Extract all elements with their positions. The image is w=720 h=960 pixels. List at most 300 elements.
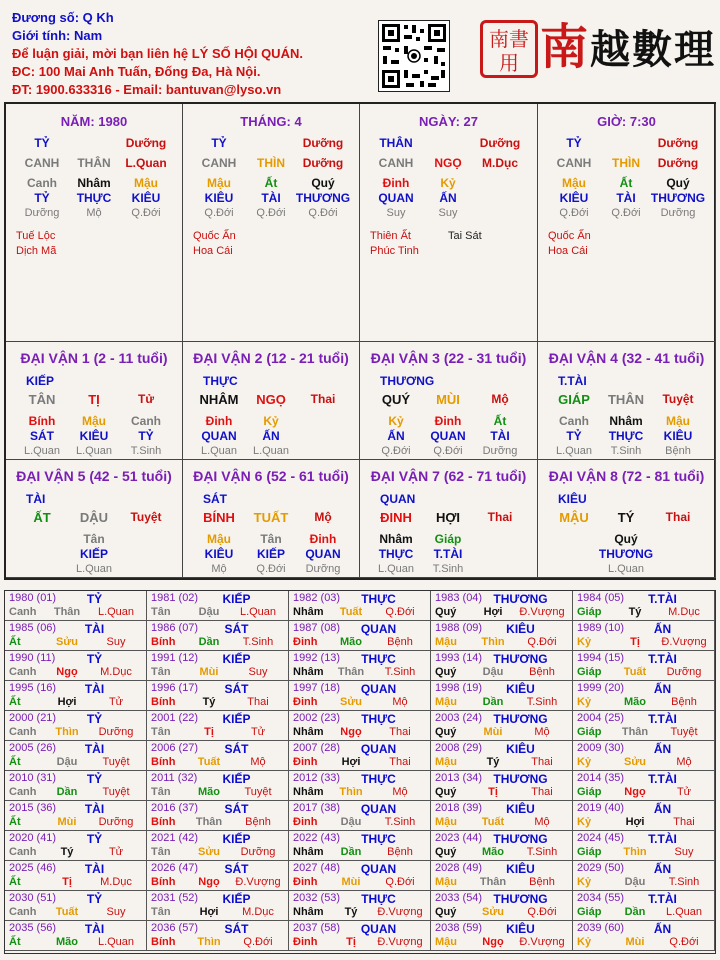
dai-van-title: ĐẠI VẬN 2 (12 - 21 tuổi) [193, 350, 349, 366]
seal-text: 南書 用 [489, 27, 529, 75]
year-star: SÁT [224, 742, 249, 756]
year-label: 1988 (09) [435, 622, 483, 634]
year-phase: Q.Đới [527, 906, 557, 918]
year-cell [573, 861, 715, 891]
year-can: Kỷ [577, 636, 592, 648]
year-phase: Tuyệt [102, 756, 130, 768]
year-label: 1982 (03) [293, 592, 341, 604]
year-chi: Dậu [482, 666, 504, 678]
hidden-stem: Ất [264, 176, 278, 190]
year-phase: Tử [108, 846, 124, 858]
year-label: 2016 (37) [151, 802, 199, 814]
year-star: SÁT [224, 622, 249, 636]
hidden-star: TÀI [261, 191, 281, 205]
year-star: TÀI [84, 802, 105, 816]
year-star: KIÊU [506, 682, 535, 696]
year-phase: T.Sinh [384, 666, 416, 678]
year-chi: Sửu [197, 846, 221, 858]
year-chi: Ngọ [198, 876, 220, 888]
year-can: Bính [151, 816, 176, 828]
hidden-stem: Quý [614, 532, 638, 546]
year-can: Tân [151, 846, 171, 858]
dai-van-star: QUAN [380, 492, 416, 506]
year-chi: Thìn [197, 936, 221, 948]
year-can: Nhâm [293, 606, 324, 618]
phase-label: Q.Đới [131, 207, 161, 219]
year-cell [431, 861, 573, 891]
phase-label: Mộ [86, 207, 102, 219]
year-chi: Thìn [55, 726, 79, 738]
hidden-stem: Canh [559, 414, 589, 428]
hidden-star: TÀI [490, 429, 510, 443]
year-label: 1998 (19) [435, 682, 483, 694]
year-label: 1983 (04) [435, 592, 483, 604]
year-cell [147, 621, 289, 651]
hidden-star: QUAN [378, 191, 414, 205]
year-cell [573, 801, 715, 831]
year-star: THƯƠNG [493, 592, 548, 606]
year-can: Giáp [577, 906, 602, 918]
chart-grid [4, 102, 716, 580]
year-phase: Mộ [676, 756, 692, 768]
year-label: 2003 (24) [435, 712, 483, 724]
year-cell [431, 891, 573, 921]
year-chi: Tị [62, 876, 72, 888]
phase-label: Q.Đới [204, 207, 234, 219]
qr-code [378, 20, 450, 92]
year-chi: Sửu [55, 636, 79, 648]
year-chi: Thìn [481, 636, 505, 648]
year-label: 2004 (25) [577, 712, 625, 724]
year-label: 2038 (59) [435, 922, 483, 934]
pillar-title: GIỜ: 7:30 [597, 114, 656, 129]
year-phase: Bệnh [529, 876, 555, 888]
dai-van-cell [6, 342, 183, 460]
year-cell [147, 891, 289, 921]
shen-sha-label: Phúc Tinh [370, 245, 419, 257]
pillar-title: THÁNG: 4 [240, 114, 302, 129]
year-chi: Tuất [197, 756, 221, 768]
year-chi: Mão [340, 636, 362, 648]
pillar-top-star: TỶ [566, 136, 582, 150]
year-cell [431, 831, 573, 861]
hidden-stem: Mậu [207, 532, 231, 546]
year-can: Quý [435, 786, 457, 798]
year-chi: Ngọ [482, 936, 504, 948]
pillar-top-star: THÂN [379, 136, 413, 150]
dai-van-cell [183, 342, 360, 460]
hidden-stem: Kỷ [263, 414, 279, 428]
year-can: Ất [9, 876, 21, 888]
year-cell [573, 891, 715, 921]
dai-van-title: ĐẠI VẬN 6 (52 - 61 tuổi) [193, 468, 349, 484]
year-star: TÀI [84, 922, 105, 936]
header [0, 0, 720, 100]
year-star: THỰC [361, 832, 396, 846]
year-phase: Đ.Vượng [377, 906, 423, 918]
year-chi: Mùi [199, 666, 219, 678]
year-label: 1991 (12) [151, 652, 199, 664]
hidden-stem: Quý [311, 176, 335, 190]
dai-van-can-chi: Thai [665, 510, 691, 524]
hidden-star: THỰC [76, 191, 112, 205]
hidden-stem: Đinh [205, 414, 233, 428]
hidden-stem: Mậu [666, 414, 690, 428]
phase-label: Bệnh [665, 445, 691, 457]
dai-van-title: ĐẠI VẬN 5 (42 - 51 tuổi) [16, 468, 172, 484]
year-can: Kỷ [577, 816, 592, 828]
year-phase: Bệnh [671, 696, 697, 708]
year-phase: Q.Đới [527, 636, 557, 648]
hidden-star: KIÊU [79, 429, 109, 443]
year-chi: Tị [204, 726, 214, 738]
year-cell [147, 861, 289, 891]
year-label: 2025 (46) [9, 862, 57, 874]
pillar-cell [360, 104, 538, 342]
year-phase: Mộ [250, 756, 266, 768]
year-phase: M.Dục [242, 906, 274, 918]
year-chi: Mùi [341, 876, 361, 888]
year-can: Bính [151, 636, 176, 648]
year-cell [431, 921, 573, 951]
year-star: TÀI [84, 682, 105, 696]
year-chi: Tý [202, 696, 216, 708]
hidden-stem: Nhâm [379, 532, 413, 546]
hidden-stem: Kỷ [440, 176, 456, 190]
pillar-can-chi: THÌN [257, 156, 285, 170]
year-label: 2008 (29) [435, 742, 483, 754]
year-star: ẤN [653, 922, 672, 936]
year-cell [289, 711, 431, 741]
year-label: 2031 (52) [151, 892, 199, 904]
year-cell [431, 741, 573, 771]
year-cell [5, 591, 147, 621]
dai-van-can-chi: THÂN [607, 392, 645, 407]
dai-van-star: THỰC [203, 374, 238, 388]
hidden-star: SÁT [30, 429, 54, 443]
year-chi: Thân [195, 816, 223, 828]
year-can: Tân [151, 666, 171, 678]
year-label: 2010 (31) [9, 772, 57, 784]
year-can: Quý [435, 606, 457, 618]
year-label: 1989 (10) [577, 622, 625, 634]
year-phase: Đ.Vượng [661, 636, 707, 648]
year-can: Kỷ [577, 696, 592, 708]
year-can: Ất [9, 936, 21, 948]
year-cell [289, 801, 431, 831]
year-star: ẤN [653, 682, 672, 696]
hidden-star: QUAN [305, 547, 341, 561]
year-can: Nhâm [293, 726, 324, 738]
dai-van-can-chi: Thai [487, 510, 513, 524]
dai-van-can-chi: ẤT [33, 510, 51, 525]
year-star: QUAN [360, 862, 397, 876]
year-phase: Mộ [534, 726, 550, 738]
dai-van-star: T.TÀI [558, 374, 587, 388]
pillar-title: NĂM: 1980 [60, 114, 128, 129]
pillar-can-chi: THÌN [612, 156, 640, 170]
year-phase: Thai [531, 756, 553, 768]
shen-sha-label: Tuế Lộc [16, 230, 56, 242]
year-phase: Dưỡng [98, 726, 134, 738]
year-star: SÁT [224, 802, 249, 816]
year-label: 1980 (01) [9, 592, 57, 604]
year-label: 2021 (42) [151, 832, 199, 844]
year-can: Đinh [293, 696, 318, 708]
year-chi: Mão [198, 786, 220, 798]
year-chi: Tuất [623, 666, 647, 678]
hidden-star: TỶ [34, 191, 50, 205]
year-phase: Dưỡng [98, 816, 134, 828]
year-cell [573, 621, 715, 651]
year-can: Giáp [577, 846, 602, 858]
year-can: Nhâm [293, 906, 324, 918]
year-phase: Q.Đới [243, 936, 273, 948]
annual-luck-table [4, 590, 716, 954]
year-star: THỰC [361, 592, 396, 606]
phase-label: Suy [386, 207, 406, 219]
hidden-star: THƯƠNG [598, 547, 654, 561]
year-phase: Dưỡng [666, 666, 702, 678]
hidden-star: KIÊU [131, 191, 161, 205]
year-phase: L.Quan [97, 936, 135, 948]
year-can: Canh [9, 726, 37, 738]
year-cell [5, 651, 147, 681]
year-phase: Thai [531, 786, 553, 798]
year-star: THƯƠNG [493, 892, 548, 906]
red-seal-stamp [480, 20, 538, 78]
year-chi: Dần [482, 696, 504, 708]
year-phase: Bệnh [387, 636, 413, 648]
year-chi: Dậu [198, 606, 220, 618]
hidden-stem: Kỷ [388, 414, 404, 428]
hidden-stem: Mậu [207, 176, 231, 190]
dai-van-can-chi: NHÂM [199, 392, 239, 407]
year-chi: Mùi [57, 816, 77, 828]
dai-van-can-chi: TÂN [28, 392, 56, 407]
dai-van-cell [538, 342, 716, 460]
year-label: 2006 (27) [151, 742, 199, 754]
year-cell [573, 711, 715, 741]
year-can: Đinh [293, 936, 318, 948]
year-label: 2023 (44) [435, 832, 483, 844]
year-can: Đinh [293, 816, 318, 828]
year-cell [289, 621, 431, 651]
phase-label: T.Sinh [432, 563, 464, 575]
year-cell [289, 921, 431, 951]
year-label: 2029 (50) [577, 862, 625, 874]
dai-van-can-chi: QUÝ [381, 392, 411, 407]
hidden-star: KIÊU [559, 191, 589, 205]
year-label: 2036 (57) [151, 922, 199, 934]
dai-van-cell [360, 460, 538, 578]
hidden-stem: Đinh [309, 532, 337, 546]
hidden-star: THỰC [378, 547, 414, 561]
hidden-star: THƯƠNG [295, 191, 351, 205]
year-phase: T.Sinh [242, 636, 274, 648]
year-star: T.TÀI [648, 892, 677, 906]
year-star: TÀI [84, 622, 105, 636]
year-can: Tân [151, 906, 171, 918]
year-chi: Sửu [339, 696, 363, 708]
year-phase: T.Sinh [526, 696, 558, 708]
pillar-can-chi: Dưỡng [302, 156, 344, 170]
pillar-can-chi: M.Dục [482, 156, 518, 170]
year-can: Mậu [435, 936, 457, 948]
dai-van-can-chi: MÙI [436, 392, 460, 407]
phase-label: L.Quan [200, 445, 238, 457]
hidden-stem: Nhâm [77, 176, 111, 190]
year-can: Ất [9, 816, 21, 828]
year-cell [5, 801, 147, 831]
year-cell [5, 831, 147, 861]
year-can: Tân [151, 726, 171, 738]
shen-sha-label: Tai Sát [448, 230, 482, 242]
dai-van-can-chi: Tuyệt [662, 392, 694, 406]
phase-label: L.Quan [555, 445, 593, 457]
year-star: THƯƠNG [493, 772, 548, 786]
year-label: 2017 (38) [293, 802, 341, 814]
year-phase: Tử [108, 696, 124, 708]
hidden-stem: Mậu [82, 414, 106, 428]
year-chi: Thìn [339, 786, 363, 798]
year-chi: Tị [346, 936, 356, 948]
year-label: 2002 (23) [293, 712, 341, 724]
dai-van-can-chi: BÍNH [203, 510, 235, 525]
year-can: Giáp [577, 786, 602, 798]
pillar-top-star: Dưỡng [125, 136, 167, 150]
year-star: SÁT [224, 682, 249, 696]
shen-sha-label: Quốc Ấn [548, 230, 591, 242]
dai-van-star: THƯƠNG [380, 374, 435, 388]
dai-van-can-chi: Mộ [491, 392, 509, 406]
year-phase: Tuyệt [244, 786, 272, 798]
year-can: Ất [9, 696, 21, 708]
year-can: Mậu [435, 756, 457, 768]
year-cell [431, 771, 573, 801]
year-phase: Bệnh [245, 816, 271, 828]
year-star: T.TÀI [648, 592, 677, 606]
year-cell [289, 591, 431, 621]
hidden-stem: Ất [493, 414, 507, 428]
year-chi: Dần [56, 786, 78, 798]
phase-label: Q.Đới [256, 563, 286, 575]
year-cell [431, 651, 573, 681]
year-phase: Q.Đới [385, 606, 415, 618]
year-phase: Thai [247, 696, 269, 708]
dai-van-cell [360, 342, 538, 460]
year-label: 2001 (22) [151, 712, 199, 724]
phase-label: Q.Đới [559, 207, 589, 219]
brand-logo-text [540, 8, 716, 77]
year-star: KIẾP [222, 892, 251, 906]
year-can: Canh [9, 846, 37, 858]
year-can: Nhâm [293, 666, 324, 678]
dai-van-title: ĐẠI VẬN 7 (62 - 71 tuổi) [370, 468, 527, 484]
dai-van-title: ĐẠI VẬN 4 (32 - 41 tuổi) [548, 350, 705, 366]
year-cell [289, 891, 431, 921]
hidden-star: KIẾP [256, 547, 285, 561]
year-can: Giáp [577, 666, 602, 678]
year-star: TỶ [86, 772, 103, 786]
year-can: Quý [435, 906, 457, 918]
pillar-title: NGÀY: 27 [419, 114, 478, 129]
dai-van-star: KIẾP [26, 374, 55, 388]
brand-first-char: 南 [540, 19, 591, 75]
hidden-stem: Quý [666, 176, 690, 190]
pillar-can-chi: NGỌ [434, 156, 462, 170]
year-cell [147, 591, 289, 621]
year-cell [5, 741, 147, 771]
year-chi: Mùi [483, 726, 503, 738]
year-can: Kỷ [577, 756, 592, 768]
year-label: 2034 (55) [577, 892, 625, 904]
year-label: 2033 (54) [435, 892, 483, 904]
year-label: 1984 (05) [577, 592, 625, 604]
year-cell [573, 921, 715, 951]
dai-van-can-chi: NGỌ [256, 392, 286, 407]
brand-rest-chars: 越數理 [590, 26, 717, 73]
year-star: KIÊU [506, 922, 535, 936]
header-line: Đương số: Q Kh [12, 10, 114, 25]
year-cell [147, 921, 289, 951]
hidden-stem: Ất [619, 176, 633, 190]
year-label: 1999 (20) [577, 682, 625, 694]
year-phase: Q.Đới [385, 876, 415, 888]
year-chi: Tuất [481, 816, 505, 828]
dai-van-cell [538, 460, 716, 578]
dai-van-can-chi: MẬU [559, 510, 589, 525]
year-cell [5, 621, 147, 651]
year-phase: Đ.Vượng [519, 606, 565, 618]
hidden-star: THỰC [608, 429, 644, 443]
year-phase: M.Dục [100, 666, 132, 678]
year-cell [573, 741, 715, 771]
year-chi: Tý [60, 846, 74, 858]
year-star: TÀI [84, 862, 105, 876]
year-chi: Sửu [623, 756, 647, 768]
year-star: KIÊU [506, 862, 535, 876]
year-can: Kỷ [577, 876, 592, 888]
year-cell [5, 711, 147, 741]
shen-sha-label: Dịch Mã [16, 245, 57, 257]
year-can: Bính [151, 876, 176, 888]
year-label: 2005 (26) [9, 742, 57, 754]
year-cell [573, 771, 715, 801]
hidden-star: TỶ [566, 429, 582, 443]
year-phase: Q.Đới [669, 936, 699, 948]
pillar-can-chi: CANH [24, 156, 60, 170]
pillar-cell [6, 104, 183, 342]
pillar-can-chi: CANH [378, 156, 414, 170]
year-cell [5, 921, 147, 951]
year-can: Bính [151, 936, 176, 948]
year-cell [289, 861, 431, 891]
year-cell [573, 651, 715, 681]
year-chi: Thân [621, 726, 649, 738]
year-label: 1987 (08) [293, 622, 341, 634]
header-line: Giới tính: Nam [12, 28, 103, 43]
year-cell [5, 771, 147, 801]
phase-label: L.Quan [607, 563, 645, 575]
year-cell [5, 861, 147, 891]
shen-sha-label: Hoa Cái [193, 245, 233, 257]
year-label: 1981 (02) [151, 592, 199, 604]
year-can: Đinh [293, 876, 318, 888]
phase-label: L.Quan [75, 445, 113, 457]
phase-label: Q.Đới [256, 207, 286, 219]
hidden-star: ẤN [439, 191, 457, 205]
